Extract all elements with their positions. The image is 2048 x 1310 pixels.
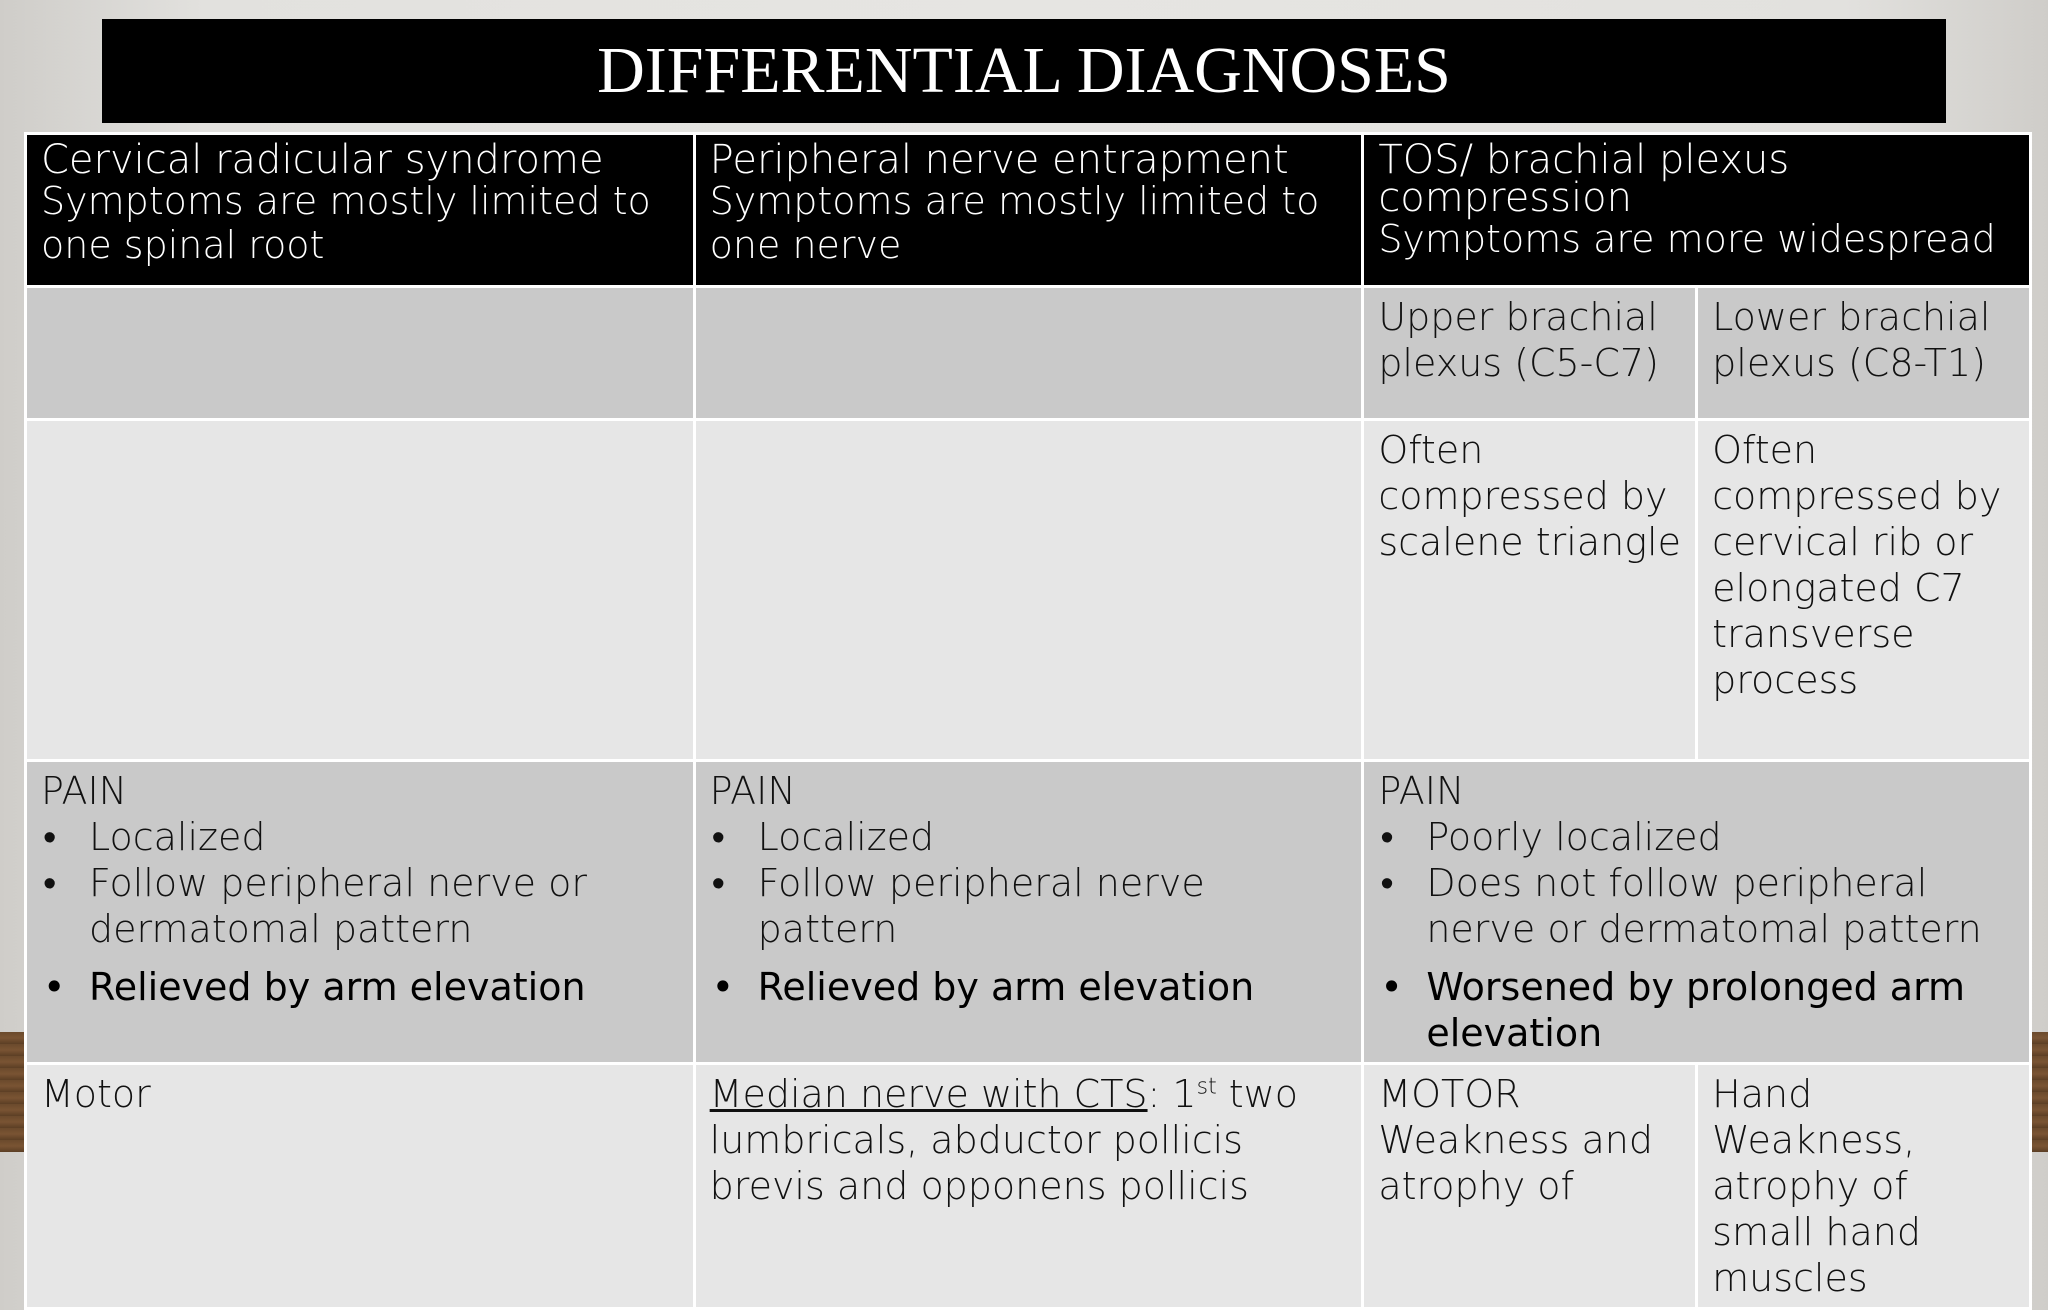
header-cervical-subtitle: Symptoms are mostly limited to one spinal root [41, 179, 651, 267]
cell-upper-plexus: Upper brachial plexus (C5-C7) [1363, 287, 1697, 420]
pain-label: PAIN [41, 769, 128, 813]
cell-tos-motor-lower: Hand Weakness, atrophy of small hand muscles [1697, 1064, 2031, 1309]
motor-ordinal-suffix: st [1196, 1074, 1217, 1100]
table-row-pain [26, 761, 2031, 1064]
cell-cervical-motor [26, 1064, 695, 1309]
pain-label: PAIN [1378, 769, 1465, 813]
cell-tos-pain [1363, 761, 2031, 1064]
cell-empty [694, 287, 1363, 420]
motor-ordinal: : 1 [1147, 1072, 1197, 1116]
list-item: • Does not follow peripheral nerve or dermatomal pattern [1378, 860, 2015, 952]
cell-peripheral-pain [694, 761, 1363, 1064]
cell-empty [694, 420, 1363, 761]
table-row-motor [26, 1064, 2031, 1309]
cell-lower-compression: Often compressed by cervical rib or elongated C7 transverse process [1697, 420, 2031, 761]
cell-empty [26, 287, 695, 420]
header-peripheral-title: Peripheral nerve entrapment [709, 137, 1289, 183]
header-tos-subtitle: Symptoms are more widespread [1378, 217, 1996, 261]
header-peripheral [694, 134, 1363, 287]
cell-peripheral-motor [694, 1064, 1363, 1309]
table-row-plexus [26, 287, 2031, 420]
cell-upper-compression: Often compressed by scalene triangle [1363, 420, 1697, 761]
cell-lower-plexus: Lower brachial plexus (C8-T1) [1697, 287, 2031, 420]
list-item: • Follow peripheral nerve pattern [710, 860, 1348, 952]
header-tos [1363, 134, 2031, 287]
list-item: • Relieved by arm elevation [41, 964, 679, 1010]
cell-empty [26, 420, 695, 761]
motor-label: Motor [41, 1072, 151, 1116]
table-row-compression [26, 420, 2031, 761]
header-peripheral-subtitle: Symptoms are mostly limited to one nerve [709, 179, 1320, 267]
diagnosis-table [24, 132, 2032, 1300]
tos-motor-upper-text: Weakness and atrophy of [1378, 1118, 1653, 1208]
header-cervical-title: Cervical radicular syndrome [41, 137, 604, 183]
cervical-pain-list [41, 814, 679, 1010]
median-nerve-cts-label: Median nerve with CTS [709, 1072, 1148, 1116]
list-item: • Localized [41, 814, 679, 860]
list-item: • Follow peripheral nerve or dermatomal pattern [41, 860, 679, 952]
cell-tos-motor-upper [1363, 1064, 1697, 1309]
list-item: • Worsened by prolonged arm elevation [1378, 964, 2015, 1056]
table-header-row [26, 134, 2031, 287]
tos-motor-label: MOTOR [1378, 1072, 1521, 1116]
list-item: • Relieved by arm elevation [710, 964, 1348, 1010]
list-item: • Poorly localized [1378, 814, 2015, 860]
motor-muscles: two lumbricals, abductor pollicis brevis and opponens pollicis [709, 1072, 1299, 1208]
peripheral-pain-list [710, 814, 1348, 1010]
header-tos-title: TOS/ brachial plexus compression [1378, 137, 1790, 221]
cell-cervical-pain [26, 761, 695, 1064]
pain-label: PAIN [709, 769, 796, 813]
header-cervical [26, 134, 695, 287]
tos-pain-list [1378, 814, 2015, 1056]
list-item: • Localized [710, 814, 1348, 860]
slide-title: DIFFERENTIAL DIAGNOSES [102, 19, 1946, 123]
